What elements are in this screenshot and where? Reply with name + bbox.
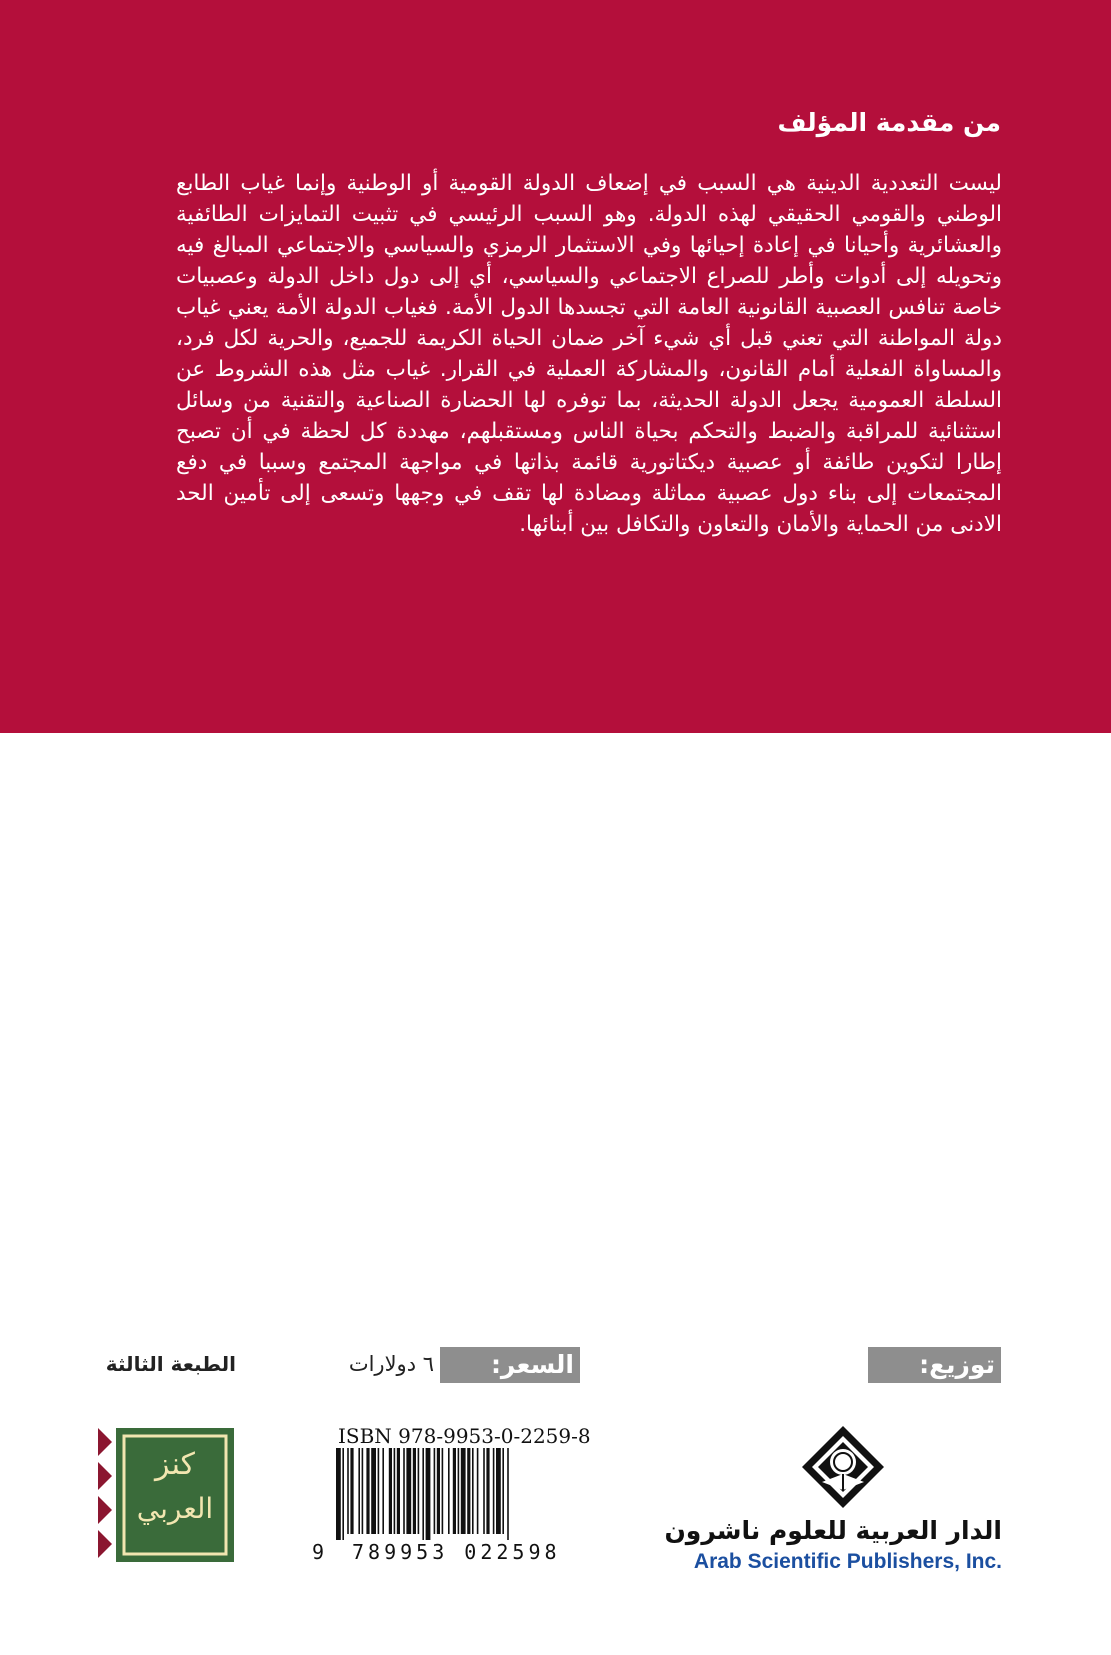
barcode-digits: 789953 022598 (352, 1540, 561, 1564)
barcode (308, 1424, 590, 1564)
price-value: ٦ دولارات (348, 1352, 434, 1376)
publisher-block (660, 1424, 1002, 1574)
distribution-label: توزيع: (868, 1347, 1001, 1383)
isbn-text: ISBN 978-9953-0-2259-8 (338, 1424, 591, 1448)
barcode-first-digit: 9 (312, 1540, 325, 1564)
kenz-logo-text-2: العربي (136, 1492, 214, 1525)
diamond-book-logo-icon (800, 1424, 886, 1510)
kenz-logo-text-1: كنز (155, 1447, 195, 1482)
edition-label: الطبعة الثالثة (105, 1352, 236, 1376)
kenz-al-arabi-logo-icon (98, 1428, 234, 1562)
publisher-name-en: Arab Scientific Publishers, Inc. (693, 1550, 1002, 1573)
barcode-bars-icon (334, 1448, 588, 1540)
price-label: السعر: (440, 1347, 580, 1383)
publisher-name-ar: الدار العربية للعلوم ناشرون (664, 1516, 1002, 1545)
intro-body: ليست التعددية الدينية هي السبب في إضعاف الدولة القومية أو الوطنية وإنما غياب الطابع الوطني والقومي الحقيقي لهذه الدولة. وهو السبب الرئيسي في تثبيت التمايزات الطائفية والعشائرية وأحيانا في إعادة إحيائها وفي الاستثمار الرمزي والسياسي والاجتماعي المبالغ فيه وتحويله إلى أدوات وأطر للصراع الاجتماعي والسياسي، أي إلى دول داخل الدولة وعصبيات خاصة تنافس العصبية القانونية العامة التي تجسدها الدول الأمة. فغياب الدولة الأمة يعني غياب دولة المواطنة التي تعني قبل أي شيء آخر ضمان الحياة الكريمة للجميع، والحرية لكل فرد، والمساواة الفعلية أمام القانون، والمشاركة العملية في القرار. غياب مثل هذه الشروط عن السلطة العمومية يجعل الدولة الحديثة، بما توفره لها الحضارة الصناعية والتقنية من وسائل استثنائية للمراقبة والضبط والتحكم بحياة الناس ومستقبلهم، مهددة كل لحظة في أن تصبح إطارا لتكوين طائفة أو عصبية ديكتاتورية قائمة بذاتها في مواجهة المجتمع وسببا في دفع المجتمعات إلى بناء دول عصبية مماثلة ومضادة لها تقف في وجهها وتسعى إلى تأمين الحد الادنى من الحماية والأمان والتعاون والتكافل بين أبنائها. (176, 171, 1002, 537)
intro-title: من مقدمة المؤلف (777, 108, 1001, 137)
cover-red-panel (0, 0, 1111, 733)
